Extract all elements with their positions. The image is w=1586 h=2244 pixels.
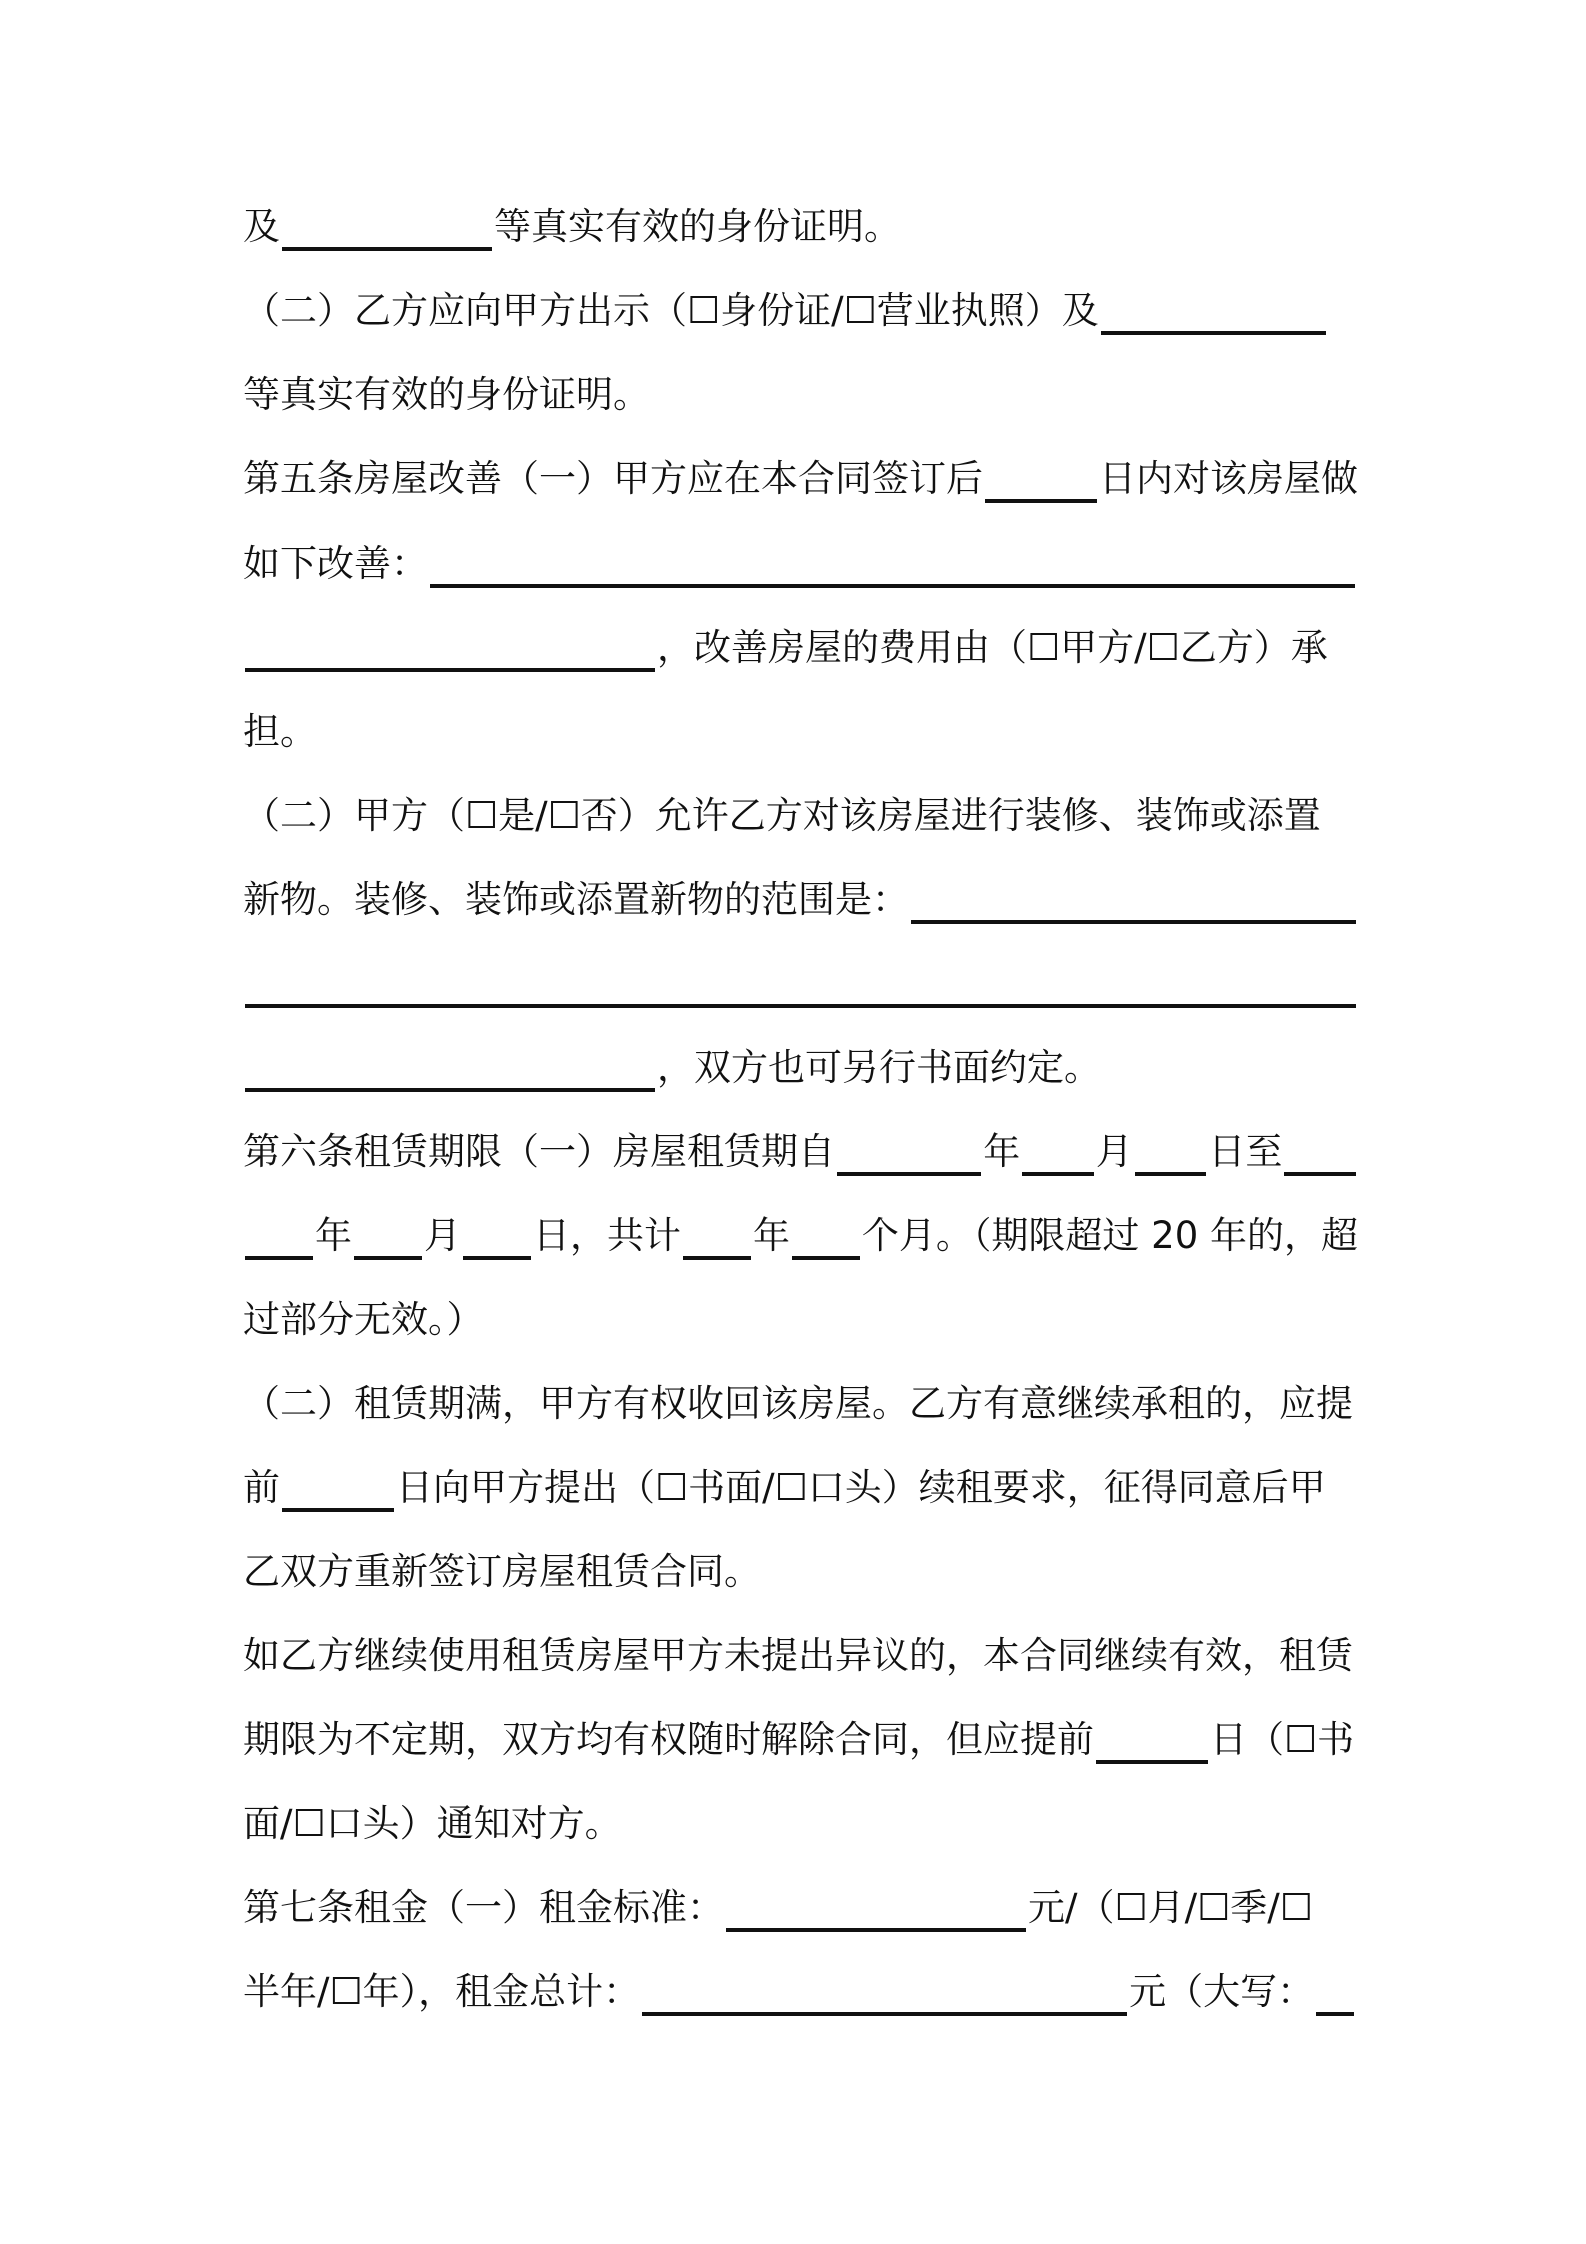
fill-in-blank[interactable] [1022,1136,1094,1176]
document-line [243,690,1358,774]
line-text: 过部分无效。） [243,1298,484,1341]
document-line [243,185,1358,269]
document-line [243,522,1358,606]
line-text: 日向甲方提出（☐书面/☐口头）续租要求，征得同意后甲 [396,1466,1326,1509]
line-text: 担。 [243,710,317,753]
fill-in-blank[interactable] [245,968,1356,1008]
line-text: 年 [314,1214,352,1257]
line-text: 月 [423,1214,461,1257]
fill-in-blank[interactable] [282,1472,394,1512]
document-line [243,1362,1358,1446]
fill-in-blank[interactable] [463,1220,531,1260]
fill-in-blank[interactable] [642,1976,1127,2016]
line-text: 个月。（期限超过 20 年的，超 [861,1214,1359,1257]
line-text: 新物。装修、装饰或添置新物的范围是： [243,878,909,921]
line-text: 等真实有效的身份证明。 [243,373,650,416]
line-text: 年 [752,1214,790,1257]
document-line [243,1866,1358,1950]
fill-in-blank[interactable] [792,1220,860,1260]
document-line [243,1026,1358,1110]
document-line [243,269,1358,353]
document-line [243,1782,1358,1866]
line-text: 元（大写： [1129,1970,1315,2013]
fill-in-blank[interactable] [245,1052,655,1092]
document-line [243,1446,1358,1530]
line-text: 前 [243,1466,280,1509]
line-text: 日至 [1208,1130,1283,1173]
line-text: 年 [983,1130,1021,1173]
line-text: 如乙方继续使用租赁房屋甲方未提出异议的，本合同继续有效，租赁 [243,1634,1353,1677]
fill-in-blank[interactable] [245,632,655,672]
document-line [243,1278,1358,1362]
line-text: 第七条租金（一）租金标准： [243,1886,724,1929]
fill-in-blank[interactable] [1096,1724,1208,1764]
line-text: 日（☐书 [1210,1718,1355,1761]
fill-in-blank[interactable] [282,211,492,251]
fill-in-blank[interactable] [1101,295,1326,335]
line-text: ，改善房屋的费用由（☐甲方/☐乙方）承 [657,626,1328,669]
document-line [243,858,1358,942]
document-line [243,774,1358,858]
line-text: 日内对该房屋做 [1099,457,1358,500]
line-text: 等真实有效的身份证明。 [494,205,901,248]
line-text: （二）甲方（☐是/☐否）允许乙方对该房屋进行装修、装饰或添置 [243,794,1321,837]
document-line [243,1950,1358,2034]
fill-in-blank[interactable] [985,463,1097,503]
line-text: 如下改善： [243,542,428,585]
line-text: 面/☐口头）通知对方。 [243,1802,622,1845]
line-text: 元/（☐月/☐季/☐ [1028,1886,1313,1929]
line-text: 半年/☐年），租金总计： [243,1970,641,2013]
fill-in-blank[interactable] [726,1892,1026,1932]
fill-in-blank[interactable] [354,1220,422,1260]
document-line [243,606,1358,690]
line-text: 期限为不定期，双方均有权随时解除合同，但应提前 [243,1718,1094,1761]
fill-in-blank[interactable] [1284,1136,1356,1176]
fill-in-blank[interactable] [683,1220,751,1260]
fill-in-blank[interactable] [245,1220,313,1260]
line-text: ，双方也可另行书面约定。 [657,1046,1101,1089]
fill-in-blank[interactable] [837,1136,981,1176]
line-text: （二）租赁期满，甲方有权收回该房屋。乙方有意继续承租的，应提 [243,1382,1353,1425]
document-line [243,1530,1358,1614]
line-text: 及 [243,205,280,248]
document-line [243,437,1358,521]
fill-in-blank[interactable] [430,548,1355,588]
line-text: 第五条房屋改善（一）甲方应在本合同签订后 [243,457,983,500]
document-line [243,1110,1358,1194]
fill-in-blank[interactable] [911,884,1356,924]
line-text: 第六条租赁期限（一）房屋租赁期自 [243,1130,835,1173]
document-line [243,1614,1358,1698]
line-text: 月 [1095,1130,1133,1173]
line-text: 日，共计 [532,1214,681,1257]
document-line [243,353,1358,437]
document-line [243,942,1358,1026]
line-text: 乙双方重新签订房屋租赁合同。 [243,1550,761,1593]
document-line [243,1698,1358,1782]
fill-in-blank[interactable] [1135,1136,1207,1176]
line-text: （二）乙方应向甲方出示（☐身份证/☐营业执照）及 [243,289,1099,332]
fill-in-blank[interactable] [1316,1976,1354,2016]
document-line [243,1194,1358,1278]
